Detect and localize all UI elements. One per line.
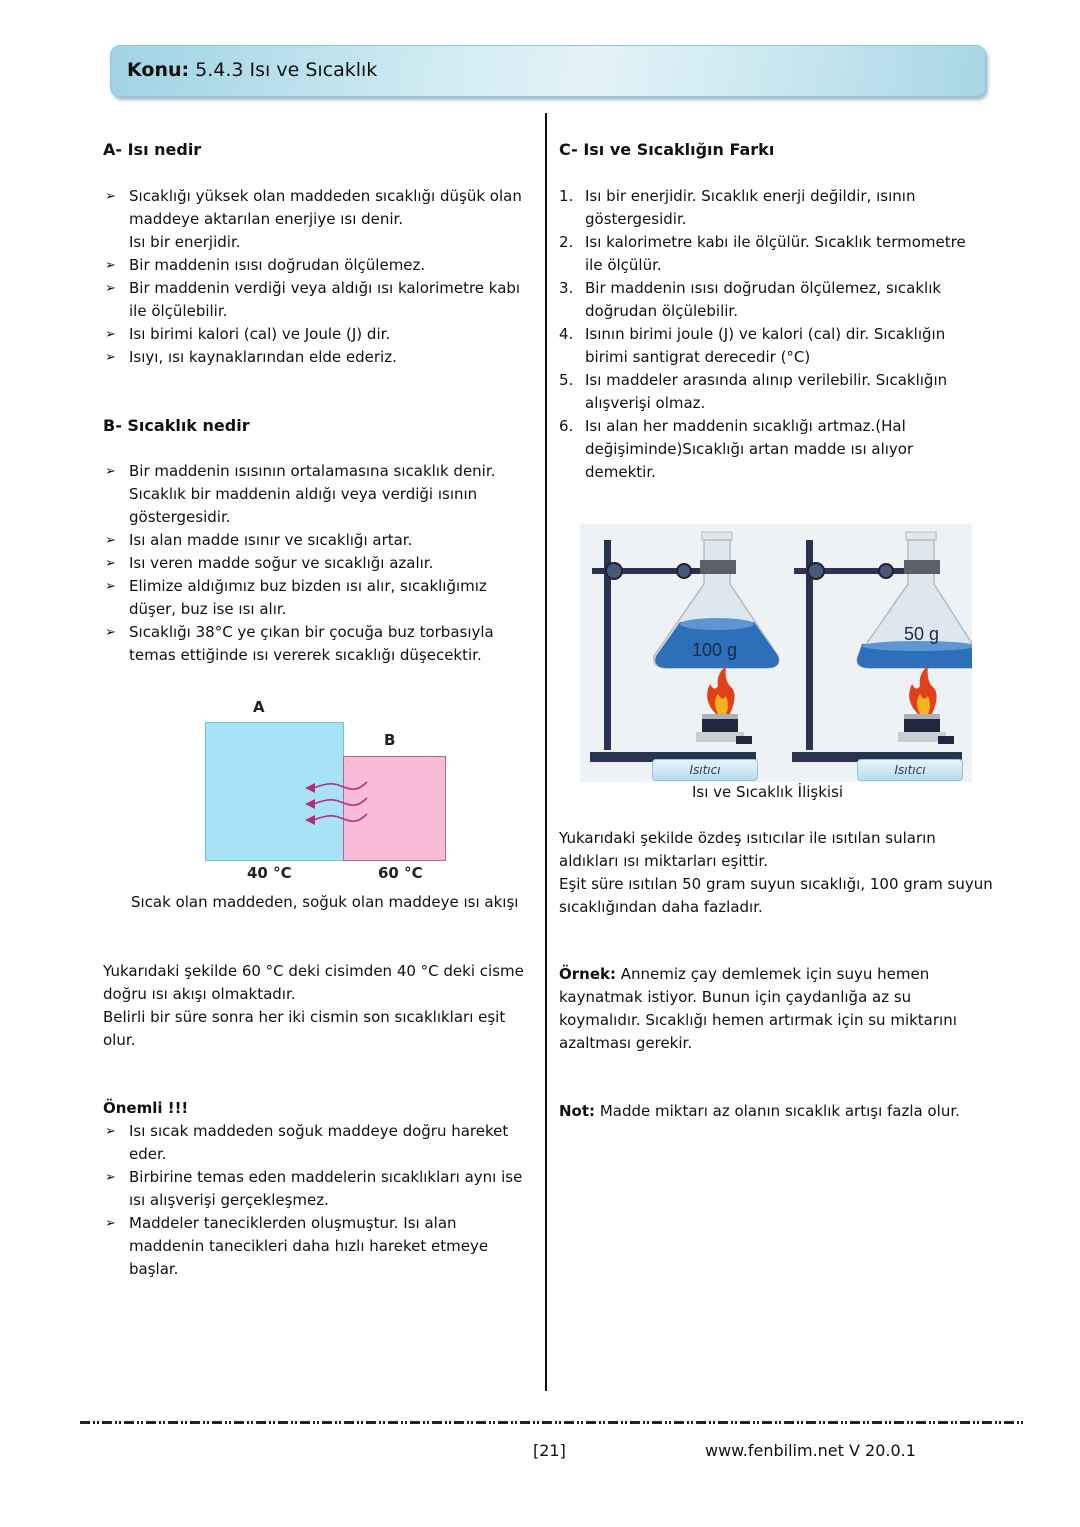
important-title: Önemli !!! bbox=[103, 1099, 189, 1117]
page-number: [21] bbox=[533, 1441, 566, 1460]
label-b: B bbox=[384, 731, 396, 749]
example-block bbox=[559, 963, 984, 1055]
section-b-title: B- Sıcaklık nedir bbox=[103, 416, 250, 435]
bullet-arrow-icon: ➢ bbox=[105, 281, 116, 296]
flask-explanation: Yukarıdaki şekilde özdeş ısıtıcılar ile ısıtılan suların aldıkları ısı miktarları eşittir. Eşit süre ısıtılan 50 gram suyun sıcaklığı, 100 gram suyun sıcaklığından daha fazladır. bbox=[559, 829, 993, 916]
list-item: 1. Isı bir enerjidir. Sıcaklık enerji değildir, ısının göstergesidir. bbox=[559, 187, 916, 228]
heater-label-right: Isıtıcı bbox=[857, 759, 963, 781]
bullet-arrow-icon: ➢ bbox=[105, 533, 116, 548]
topic-name: 5.4.3 Isı ve Sıcaklık bbox=[195, 59, 378, 81]
bullet-arrow-icon: ➢ bbox=[105, 1216, 116, 1231]
footer-website: www.fenbilim.net V 20.0.1 bbox=[705, 1441, 916, 1460]
flask-stand-illustration-icon bbox=[580, 524, 972, 782]
bullet-arrow-icon: ➢ bbox=[105, 1124, 116, 1139]
list-item: 5. Isı maddeler arasında alınıp verilebilir. Sıcaklığın alışverişi olmaz. bbox=[559, 371, 948, 412]
list-item: ➢ Bir maddenin verdiği veya aldığı ısı kalorimetre kabı ile ölçülebilir. bbox=[105, 279, 521, 320]
list-item: ➢ Isıyı, ısı kaynaklarından elde ederiz. bbox=[103, 346, 528, 369]
section-a-list bbox=[103, 185, 528, 369]
list-item: ➢ Isı sıcak maddeden soğuk maddeye doğru hareket eder. bbox=[105, 1122, 509, 1163]
list-item: ➢ Birbirine temas eden maddelerin sıcaklıkları aynı ise ısı alışverişi gerçekleşmez. bbox=[105, 1168, 523, 1209]
heater-label-left: Isıtıcı bbox=[652, 759, 758, 781]
bullet-arrow-icon: ➢ bbox=[105, 556, 116, 571]
list-item: ➢ Elimize aldığımız buz bizden ısı alır, sıcaklığımız düşer, buz ise ısı alır. bbox=[105, 577, 487, 618]
bullet-arrow-icon: ➢ bbox=[105, 258, 116, 273]
heat-flow-caption: Sıcak olan maddeden, soğuk olan maddeye ısı akışı bbox=[131, 893, 519, 911]
topic-header bbox=[110, 45, 986, 97]
list-item: 4. Isının birimi joule (J) ve kalori (cal) dir. Sıcaklığın birimi santigrat derecedir (°C) bbox=[559, 325, 946, 366]
note-text: Madde miktarı az olanın sıcaklık artışı fazla olur. bbox=[599, 1102, 960, 1120]
bullet-arrow-icon: ➢ bbox=[105, 189, 116, 204]
list-item: 3. Bir maddenin ısısı doğrudan ölçülemez, sıcaklık doğrudan ölçülebilir. bbox=[559, 279, 942, 320]
list-item: 6. Isı alan her maddenin sıcaklığı artmaz.(Hal değişiminde)Sıcaklığı artan madde ısı alıyor demektir. bbox=[559, 417, 914, 481]
list-item: ➢ Isı alan madde ısınır ve sıcaklığı artar. bbox=[103, 529, 528, 552]
column-divider bbox=[545, 113, 547, 1391]
section-c-title: C- Isı ve Sıcaklığın Farkı bbox=[559, 140, 775, 159]
bullet-arrow-icon: ➢ bbox=[105, 327, 116, 342]
list-item: ➢ Isı birimi kalori (cal) ve Joule (J) dir. bbox=[103, 323, 528, 346]
important-list bbox=[103, 1120, 528, 1281]
important-block bbox=[103, 1097, 528, 1281]
note-label: Not: bbox=[559, 1102, 596, 1120]
example-label: Örnek: bbox=[559, 965, 616, 983]
topic-title bbox=[127, 59, 377, 81]
bullet-arrow-icon: ➢ bbox=[105, 464, 116, 479]
list-item: ➢ Sıcaklığı yüksek olan maddeden sıcaklığı düşük olan maddeye aktarılan enerjiye ısı denir. Isı bir enerjidir. bbox=[105, 187, 522, 251]
list-item: ➢ Sıcaklığı 38°C ye çıkan bir çocuğa buz torbasıyla temas ettiğinde ısı vererek sıcaklığı düşecektir. bbox=[105, 623, 494, 664]
bullet-arrow-icon: ➢ bbox=[105, 350, 116, 365]
topic-label: Konu: bbox=[127, 59, 190, 81]
flask-caption: Isı ve Sıcaklık İlişkisi bbox=[692, 783, 844, 801]
list-item: ➢ Isı veren madde soğur ve sıcaklığı azalır. bbox=[103, 552, 528, 575]
temp-a: 40 °C bbox=[247, 864, 292, 882]
svg-text:100 g: 100 g bbox=[692, 640, 738, 660]
note-block bbox=[559, 1100, 994, 1123]
heat-flow-arrows-icon bbox=[305, 780, 385, 830]
svg-text:50 g: 50 g bbox=[904, 624, 940, 644]
section-a-title: A- Isı nedir bbox=[103, 140, 202, 159]
heat-flow-figure bbox=[195, 695, 455, 885]
flask-heating-figure bbox=[580, 524, 972, 782]
list-item: ➢ Bir maddenin ısısının ortalamasına sıcaklık denir. Sıcaklık bir maddenin aldığı veya verdiği ısının göstergesidir. bbox=[105, 462, 496, 526]
footer-divider bbox=[80, 1421, 1026, 1424]
section-b-list bbox=[103, 460, 528, 667]
list-item: ➢ Bir maddenin ısısı doğrudan ölçülemez. bbox=[103, 254, 528, 277]
temp-b: 60 °C bbox=[378, 864, 423, 882]
example-text: Annemiz çay demlemek için suyu hemen kaynatmak istiyor. Bunun için çaydanlığa az su koymalıdır. Sıcaklığı hemen artırmak için su miktarını azaltması gerekir. bbox=[559, 965, 957, 1052]
bullet-arrow-icon: ➢ bbox=[105, 1170, 116, 1185]
bullet-arrow-icon: ➢ bbox=[105, 625, 116, 640]
section-c-list bbox=[559, 185, 984, 484]
heat-flow-explanation: Yukarıdaki şekilde 60 °C deki cisimden 40 °C deki cisme doğru ısı akışı olmaktadır. Belirli bir süre sonra her iki cismin son sıcaklıkları eşit olur. bbox=[103, 962, 524, 1049]
bullet-arrow-icon: ➢ bbox=[105, 579, 116, 594]
label-a: A bbox=[253, 698, 265, 716]
list-item: 2. Isı kalorimetre kabı ile ölçülür. Sıcaklık termometre ile ölçülür. bbox=[559, 233, 966, 274]
list-item: ➢ Maddeler taneciklerden oluşmuştur. Isı alan maddenin tanecikleri daha hızlı hareket etmeye başlar. bbox=[105, 1214, 489, 1278]
